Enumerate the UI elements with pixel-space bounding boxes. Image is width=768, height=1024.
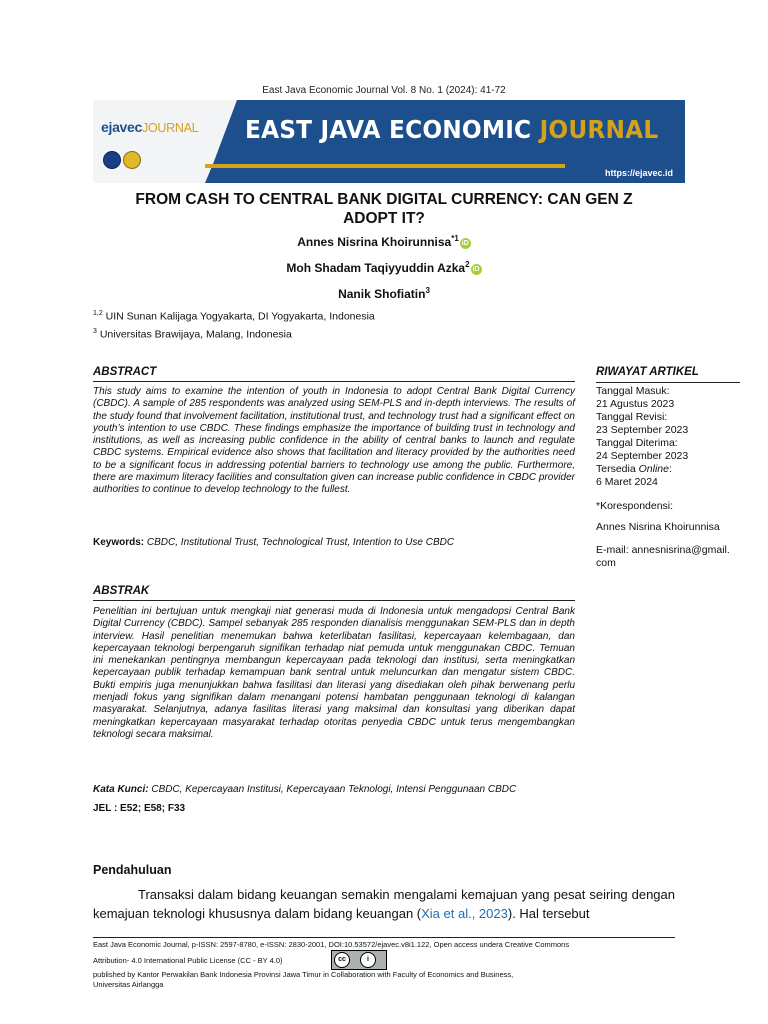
citation-link[interactable]: Xia et al., 2023: [421, 906, 508, 921]
banner-title: EAST JAVA ECONOMIC JOURNAL: [245, 115, 659, 144]
cc-by-badge[interactable]: [331, 950, 387, 970]
footer-line-3: published by Kantor Perwakilan Bank Indonesia Provinsi Jawa Timur in Collaboration with Faculty of Economics and Business,: [93, 970, 514, 979]
attribution-icon: i: [360, 952, 376, 968]
abstract-keywords: Keywords: CBDC, Institutional Trust, Technological Trust, Intention to Use CBDC: [93, 537, 455, 548]
paper-title: FROM CASH TO CENTRAL BANK DIGITAL CURRENCY: CAN GEN Z ADOPT IT?: [135, 191, 633, 227]
introduction-text: Transaksi dalam bidang keuangan semakin mengalami kemajuan yang pesat seiring dengan kemajuan teknologi khususnya dalam bidang keuangan (Xia et al., 2023). Hal tersebut: [93, 887, 675, 921]
abstrak-rule: [93, 600, 575, 601]
footer-line-1: East Java Economic Journal, p-ISSN: 2597-8780, e-ISSN: 2830-2001, DOI:10.53572/ejavec.v8i1.122, Open access undera Creative Commons: [93, 940, 570, 949]
university-seal-icon: [123, 151, 141, 169]
journal-banner: [93, 100, 685, 183]
banner-gold-line: [205, 164, 565, 168]
abstrak-keywords: Kata Kunci: CBDC, Kepercayaan Institusi, Kepercayaan Teknologi, Intensi Penggunaan CBDC: [93, 784, 517, 795]
footer-line-2: Attribution- 4.0 International Public License (CC - BY 4.0): [93, 956, 283, 965]
bank-indonesia-seal-icon: [103, 151, 121, 169]
abstract-text: This study aims to examine the intention of youth in Indonesia to adopt Central Bank Digital Currency (CBDC). A sample of 285 respondents was analyzed using SEM-PLS and in-depth interviews. The results of the study found that involvement facilitation, institutional trust, and technology trust had a significant effect on youth’s intention to use CBDC. These findings emphasize the importance of building trust in technology and institutions, as well as increasing public confidence in the ability of central banks to launch and regulate CBDC systems. Empirical evidence also shows that facilitation and literacy provided by the authorities need to be a significant focus in addressing potential barriers to technology use among the public. Furthermore, there are maximum literacy facilities and consultation given can increase public confidence in CBDC provider authorities to continue to develop technology to the fullest.: [93, 386, 575, 496]
author-2: Moh Shadam Taqiyyuddin Azka$^2$iD: [286, 260, 480, 275]
affiliation-1: $^{1,2}$ UIN Sunan Kalijaga Yogyakarta, DI Yogyakarta, Indonesia: [93, 310, 375, 323]
history-heading: RIWAYAT ARTIKEL: [596, 366, 699, 378]
history-rule: [596, 382, 740, 383]
correspondent-name: Annes Nisrina Khoirunnisa: [596, 521, 720, 533]
orcid-icon[interactable]: iD: [472, 266, 480, 273]
correspondent-email[interactable]: E-mail: annesnisrina@gmail. com: [596, 544, 730, 569]
journal-logo: ejavecJOURNAL: [101, 119, 199, 135]
abstract-rule: [93, 381, 575, 382]
correspondence-label: *Korespondensi:: [596, 500, 674, 512]
journal-url[interactable]: https://ejavec.id: [604, 168, 673, 178]
article-history: Tanggal Masuk: 21 Agustus 2023 Tanggal Revisi: 23 September 2023 Tanggal Diterima: 24 September 2023 Tersedia Online: 6 Maret 2024: [596, 385, 689, 488]
footer-rule: [93, 937, 675, 938]
orcid-icon[interactable]: iD: [461, 240, 469, 247]
abstrak-heading: ABSTRAK: [93, 585, 150, 597]
author-3: Nanik Shofiatin$^3$: [338, 286, 430, 301]
author-1: Annes Nisrina Khoirunnisa$^{*1}$iD: [297, 234, 469, 249]
affiliation-2: $^3$ Universitas Brawijaya, Malang, Indonesia: [93, 328, 292, 341]
footer-line-4: Universitas Airlangga: [93, 980, 164, 989]
running-head: East Java Economic Journal Vol. 8 No. 1 (2024): 41-72: [262, 85, 506, 96]
creative-commons-icon: cc: [334, 952, 350, 968]
jel-codes: JEL : E52; E58; F33: [93, 803, 186, 814]
abstract-heading: ABSTRACT: [93, 366, 157, 378]
abstrak-text: Penelitian ini bertujuan untuk mengkaji niat generasi muda di Indonesia untuk mengadopsi Central Bank Digital Currency (CBDC). Sampel sebanyak 285 responden dianalisis menggunakan SEM-PLS dan in depth interview. Hasil penelitian menemukan bahwa keterlibatan fasilitasi, kepercayaan kelembagaan, dan kepercayaan teknologi berpengaruh signifikan terhadap niat pemuda untuk menggunakan CBDC. Temuan ini menekankan pentingnya membangun kepercayaan pada teknologi dan institusi, serta meningkatkan kepercayaan publik terhadap kemampuan bank sentral untuk meluncurkan dan mengatur sistem CBDC. Bukti empiris juga menunjukkan bahwa fasilitasi dan literasi yang disediakan oleh pihak berwenang perlu menjadi fokus yang signifikan dalam menangani potensi hambatan penggunaan teknologi di kalangan masyarakat. Selanjutnya, adanya fasilitas literasi yang maksimal dan konsultasi yang diberikan dapat meningkatkan kepercayaan masyarakat terhadap otoritas penyedia CBDC untuk terus mengembangkan teknologi secara maksimal.: [93, 606, 575, 740]
introduction-heading: Pendahuluan: [93, 863, 172, 877]
